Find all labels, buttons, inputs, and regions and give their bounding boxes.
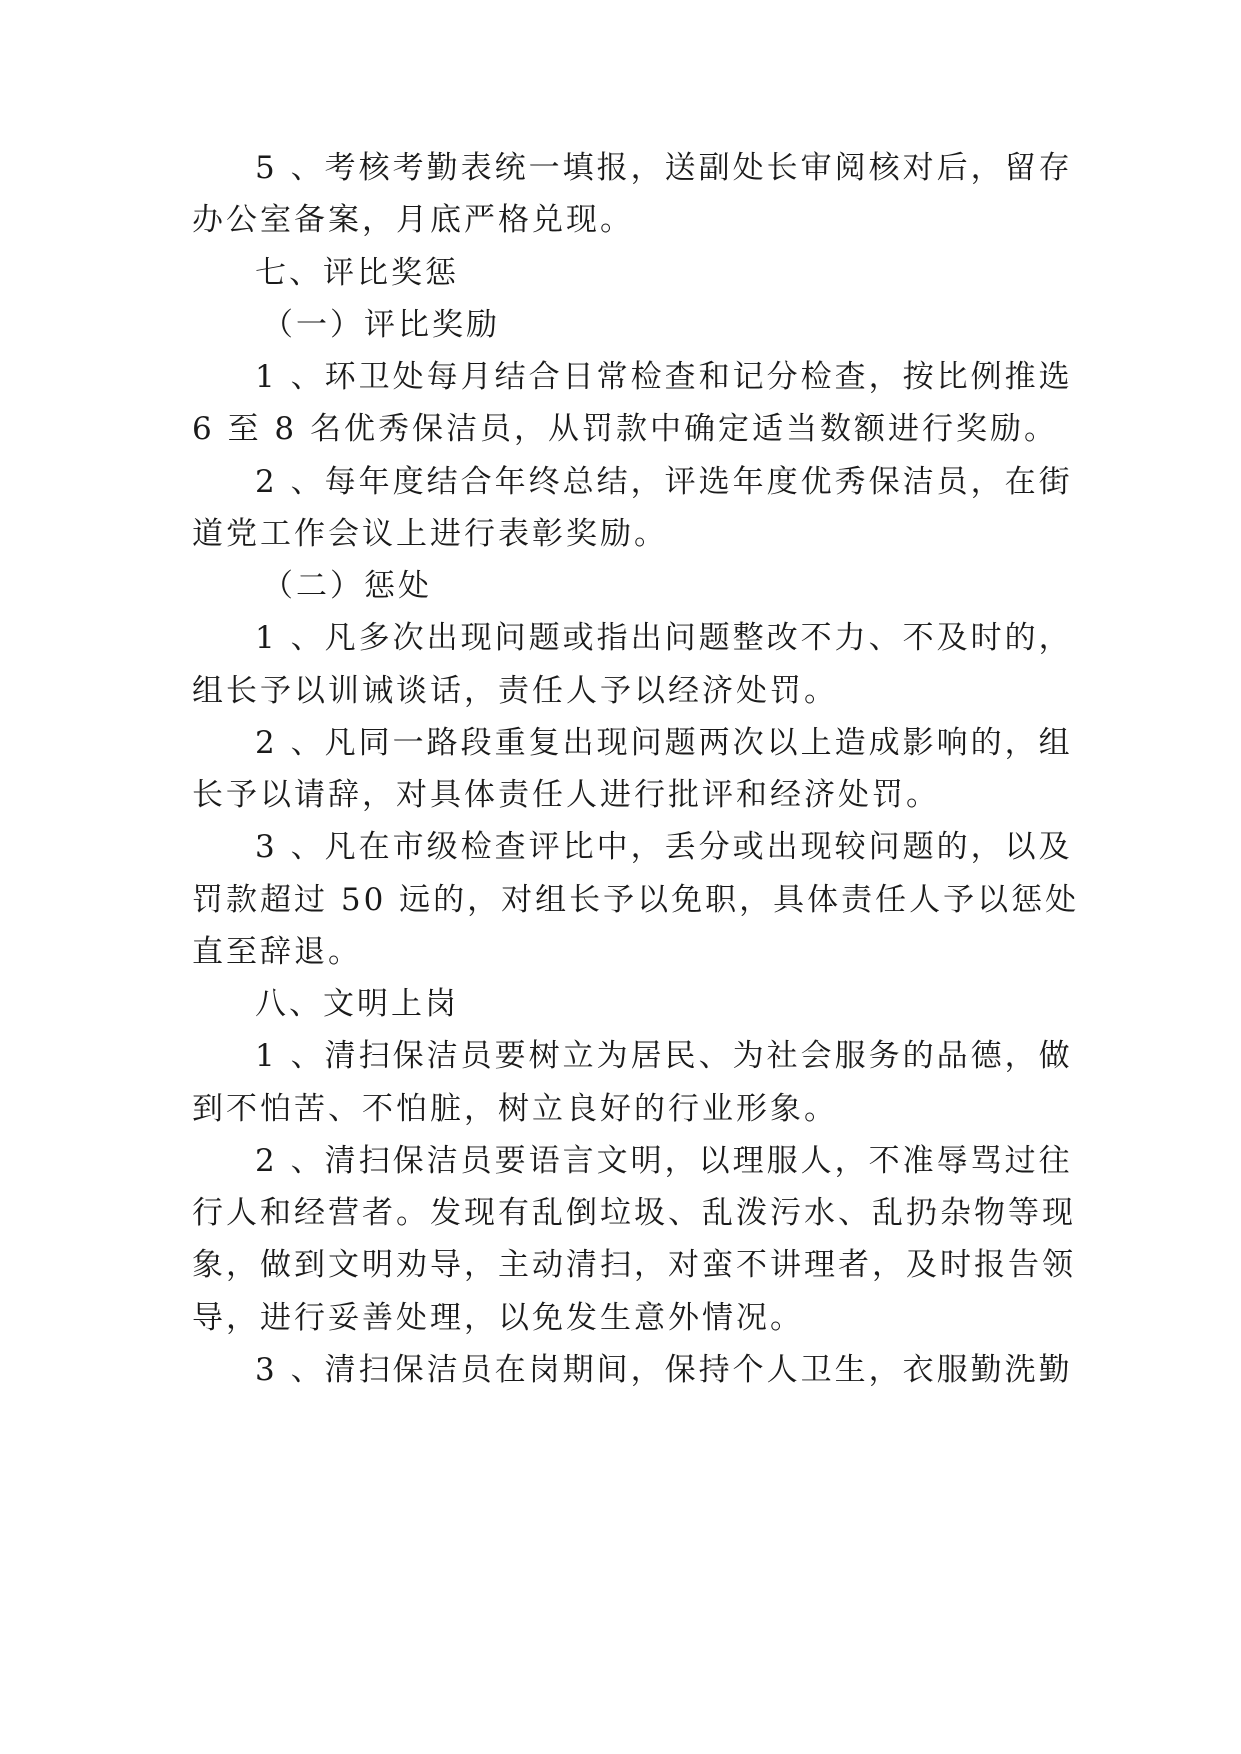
paragraph-line: 2 、清扫保洁员要语言文明，以理服人，不准辱骂过往 [255, 1143, 1073, 1179]
paragraph-line: 办公室备案，月底严格兑现。 [192, 202, 634, 238]
paragraph-line: 长予以请辞，对具体责任人进行批评和经济处罚。 [192, 777, 940, 813]
paragraph-line: 2 、每年度结合年终总结，评选年度优秀保洁员，在街 [255, 464, 1073, 500]
paragraph-line: 1 、凡多次出现问题或指出问题整改不力、不及时的， [255, 620, 1073, 656]
paragraph-line: 5 、考核考勤表统一填报，送副处长审阅核对后，留存 [255, 150, 1073, 186]
section-heading: 八、文明上岗 [255, 986, 459, 1022]
paragraph-line: 6 至 8 名优秀保洁员，从罚款中确定适当数额进行奖励。 [192, 411, 1059, 447]
paragraph-line: 3 、凡在市级检查评比中，丢分或出现较问题的，以及 [255, 829, 1073, 865]
paragraph-line: 组长予以训诫谈话，责任人予以经济处罚。 [192, 673, 838, 709]
paragraph-line: 道党工作会议上进行表彰奖励。 [192, 516, 668, 552]
paragraph-line: 导，进行妥善处理，以免发生意外情况。 [192, 1300, 804, 1336]
paragraph-line: 到不怕苦、不怕脏，树立良好的行业形象。 [192, 1091, 838, 1127]
section-heading: 七、评比奖惩 [255, 255, 459, 291]
paragraph-line: 罚款超过 50 远的，对组长予以免职，具体责任人予以惩处 [192, 882, 1080, 918]
paragraph-line: 行人和经营者。发现有乱倒垃圾、乱泼污水、乱扔杂物等现 [192, 1195, 1076, 1231]
paragraph-line: 2 、凡同一路段重复出现问题两次以上造成影响的，组 [255, 725, 1073, 761]
paragraph-line: 象，做到文明劝导，主动清扫，对蛮不讲理者，及时报告领 [192, 1247, 1076, 1283]
subsection-heading: （二）惩处 [262, 568, 432, 604]
paragraph-line: 1 、环卫处每月结合日常检查和记分检查，按比例推选 [255, 359, 1073, 395]
paragraph-line: 直至辞退。 [192, 934, 362, 970]
subsection-heading: （一）评比奖励 [262, 307, 500, 343]
paragraph-line: 3 、清扫保洁员在岗期间，保持个人卫生，衣服勤洗勤 [255, 1352, 1073, 1388]
paragraph-line: 1 、清扫保洁员要树立为居民、为社会服务的品德，做 [255, 1038, 1073, 1074]
